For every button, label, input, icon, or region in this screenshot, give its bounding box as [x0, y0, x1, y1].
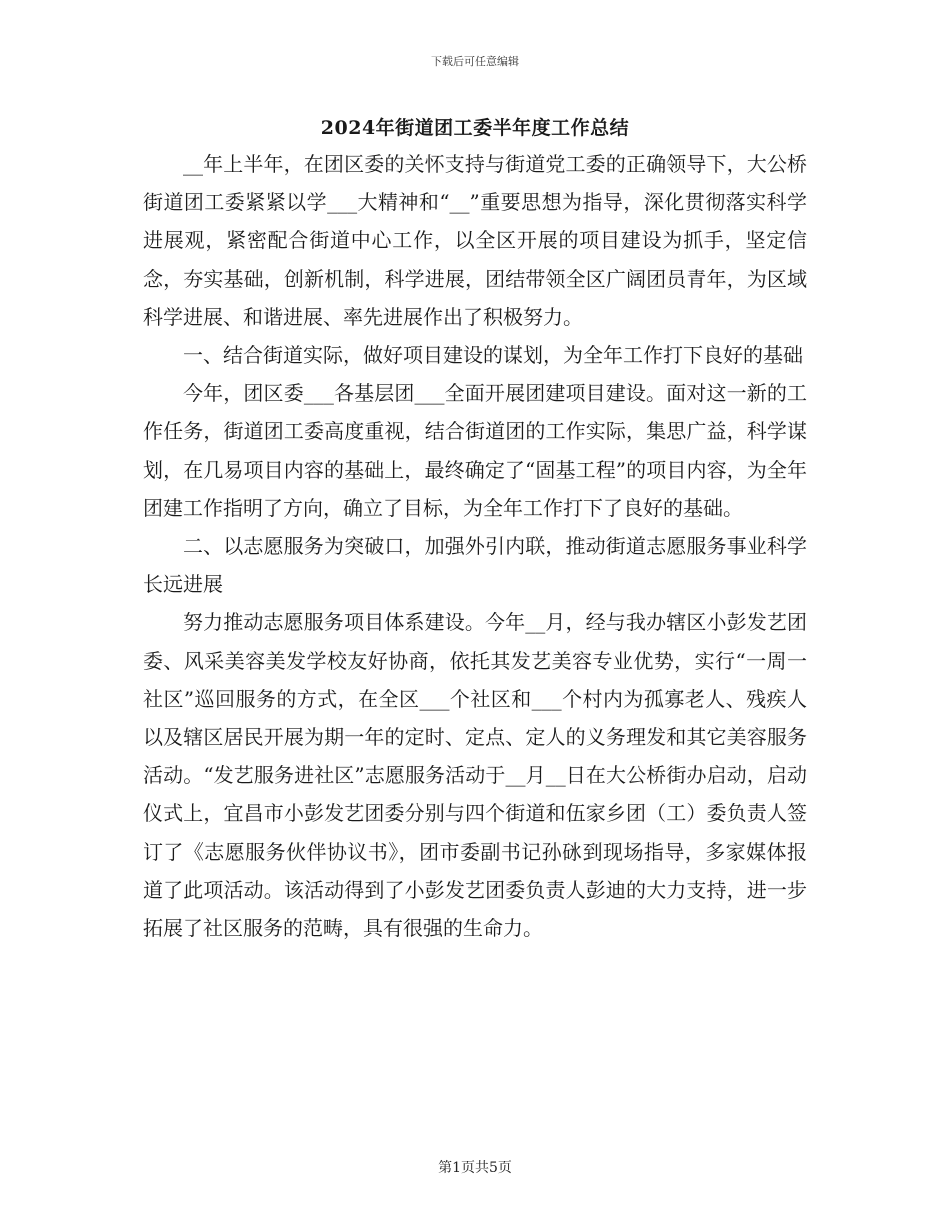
page-number: 第1页共5页: [438, 1160, 512, 1176]
paragraph-section-2: 努力推动志愿服务项目体系建设。今年__月，经与我办辖区小彭发艺团委、风采美容美发学校友好协商，依托其发艺美容专业优势，实行“一周一社区”巡回服务的方式，在全区___个社区和___个村内为孤寡老人、残疾人以及辖区居民开展为期一年的定时、定点、定人的义务理发和其它美容服务活动。“发艺服务进社区”志愿服务活动于__月__日在大公桥街办启动，启动仪式上，宜昌市小彭发艺团委分别与四个街道和伍家乡团（工）委负责人签订了《志愿服务伙伴协议书》，团市委副书记孙砯到现场指导，多家媒体报道了此项活动。该活动得到了小彭发艺团委负责人彭迪的大力支持，进一步拓展了社区服务的范畴，具有很强的生命力。: [143, 610, 807, 941]
paragraph-section-1: 今年，团区委___各基层团___全面开展团建项目建设。面对这一新的工作任务，街道团工委高度重视，结合街道团的工作实际，集思广益，科学谋划，在几易项目内容的基础上，最终确定了“固基工程”的项目内容，为全年团建工作指明了方向，确立了目标，为全年工作打下了良好的基础。: [143, 381, 807, 520]
paragraph-intro: __年上半年，在团区委的关怀支持与街道党工委的正确领导下，大公桥街道团工委紧紧以学___大精神和“__”重要思想为指导，深化贯彻落实科学进展观，紧密配合街道中心工作，以全区开展的项目建设为抓手，坚定信念，夯实基础，创新机制，科学进展，团结带领全区广阔团员青年，为区域科学进展、和谐进展、率先进展作出了积极努力。: [143, 152, 807, 329]
section-heading-2: 二、以志愿服务为突破口，加强外引内联，推动街道志愿服务事业科学长远进展: [143, 534, 807, 597]
document-title: 2024年街道团工委半年度工作总结: [320, 117, 630, 139]
document-body: [143, 145, 807, 947]
header-note: 下载后可任意编辑: [431, 55, 519, 68]
section-heading-1: 一、结合街道实际，做好项目建设的谋划，为全年工作打下良好的基础: [183, 343, 803, 368]
